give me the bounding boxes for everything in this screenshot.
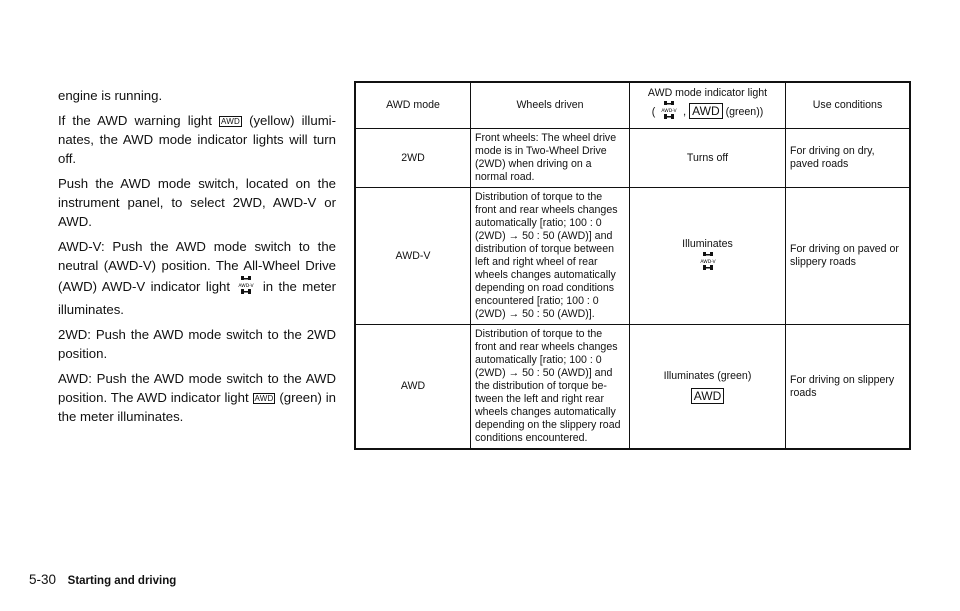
paragraph-text: in the meter illuminates. xyxy=(58,278,336,317)
indicator-text: Illuminates xyxy=(682,237,733,250)
cell-wheels: Front wheels: The wheel drive mode is in Two-Wheel Drive (2WD) when driving on a normal road. xyxy=(471,129,630,188)
paragraph-text: 2WD: Push the AWD mode switch to the 2WD position. xyxy=(58,327,336,361)
header-indicator-text: AWD mode indicator light xyxy=(647,87,768,99)
awd-v-indicator-icon xyxy=(697,251,719,275)
header-indicator-icons xyxy=(633,100,782,124)
cell-use: For driving on slippery roads xyxy=(786,325,911,450)
page-footer xyxy=(29,572,176,587)
paragraph-2wd xyxy=(58,325,336,363)
cell-use: For driving on dry, paved roads xyxy=(786,129,911,188)
paragraph-awd xyxy=(58,369,336,426)
cell-mode: 2WD xyxy=(355,129,471,188)
awd-v-indicator-icon xyxy=(658,100,680,124)
awd-v-indicator-icon xyxy=(235,275,257,300)
header-use-conditions: Use conditions xyxy=(786,82,911,129)
paragraph-awd-warning xyxy=(58,111,336,168)
svg-text:AWD-V: AWD-V xyxy=(238,284,255,289)
svg-text:AWD-V: AWD-V xyxy=(661,109,677,114)
paragraph-text: (green) in the meter illuminates. xyxy=(58,390,336,424)
header-separator: , xyxy=(683,105,687,118)
awd-indicator-light-icon: AWD xyxy=(254,394,274,403)
section-title: Starting and driving xyxy=(67,575,177,587)
header-paren: ( xyxy=(651,105,656,118)
header-wheels-driven: Wheels driven xyxy=(471,82,630,129)
paragraph-text: (yellow) illumi- nates, the AWD mode indicator lights will turn off. xyxy=(58,113,337,166)
cell-indicator xyxy=(630,188,786,325)
cell-use: For driving on paved or slippery roads xyxy=(786,188,911,325)
cell-indicator xyxy=(630,325,786,450)
body-text-column xyxy=(58,86,336,432)
cell-indicator: Turns off xyxy=(630,129,786,188)
awd-mode-table xyxy=(354,81,911,450)
awd-indicator-icon: AWD xyxy=(691,388,725,404)
table-row xyxy=(355,129,910,188)
header-green-label: (green)) xyxy=(725,105,764,118)
cell-mode: AWD xyxy=(355,325,471,450)
svg-text:AWD-V: AWD-V xyxy=(699,259,716,265)
paragraph-text: AWD-V: Push the AWD mode switch to the neutral (AWD-V) position. The All-Wheel Drive (AWD) AWD-V indicator light xyxy=(58,239,336,294)
table-row xyxy=(355,188,910,325)
paragraph-text: AWD: Push the AWD mode switch to the AWD position. The AWD indicator light xyxy=(58,371,336,405)
cell-wheels: Distribution of torque to the front and rear wheels changes automatically [ratio; 100 : 0 (2WD) → 50 : 50 (AWD)] and the distribution of torque be- tween the left and right rear wheels changes automatically depending on the slippery road conditions encountered. xyxy=(471,325,630,450)
awd-warning-light-icon: AWD xyxy=(221,117,240,126)
page-number: 5-30 xyxy=(29,572,57,587)
header-indicator-light xyxy=(630,82,786,129)
paragraph-push-switch xyxy=(58,174,336,231)
awd-indicator-icon: AWD xyxy=(689,103,723,119)
paragraph-text: engine is running. xyxy=(58,88,163,103)
paragraph-text: If the AWD warning light xyxy=(58,113,212,128)
paragraph-engine-running xyxy=(58,86,336,105)
paragraph-awd-v xyxy=(58,237,336,319)
cell-mode: AWD-V xyxy=(355,188,471,325)
indicator-text: Illuminates (green) xyxy=(663,369,752,382)
table-header-row xyxy=(355,82,910,129)
header-awd-mode: AWD mode xyxy=(355,82,471,129)
paragraph-text: Push the AWD mode switch, located on the instrument panel, to select 2WD, AWD-V or AWD. xyxy=(58,176,336,229)
table-row xyxy=(355,325,910,450)
cell-wheels: Distribution of torque to the front and rear wheels changes automatically [ratio; 100 : 0 (2WD) → 50 : 50 (AWD)] and distribution of torque between left and right wheel of rear wheels changes automatically depending on road conditions encountered [ratio; 100 : 0 (2WD) → 50 : 50 (AWD)]. xyxy=(471,188,630,325)
